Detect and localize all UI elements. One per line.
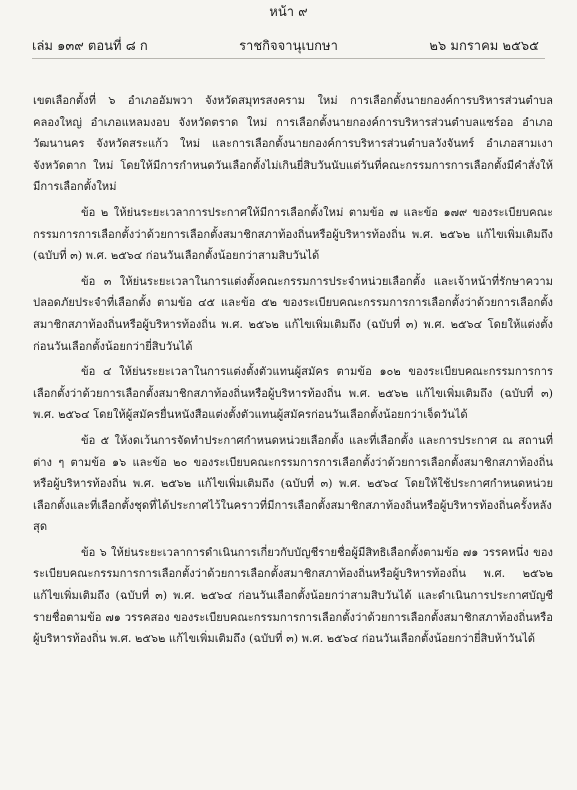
- paragraph-clause-5: ข้อ ๕ ให้งดเว้นการจัดทำประกาศกำหนดหน่วยเลือกตั้ง และที่เลือกตั้ง และการประกาศ ณ สถานที่ต่าง ๆ ตามข้อ ๑๖ และข้อ ๒๐ ของระเบียบคณะกรรมการการเลือกตั้งว่าด้วยการเลือกตั้งสมาชิกสภาท้องถิ่นหรือผู้บริหารท้องถิ่น พ.ศ. ๒๕๖๒ แก้ไขเพิ่มเติมถึง (ฉบับที่ ๓) พ.ศ. ๒๕๖๔ โดยให้ใช้ประกาศกำหนดหน่วยเลือกตั้งและที่เลือกตั้งชุดที่ได้ประกาศไว้ในคราวที่มีการเลือกตั้งสมาชิกสภาท้องถิ่นหรือผู้บริหารท้องถิ่นครั้งหลังสุด: [33, 433, 553, 534]
- paragraph-continuation: เขตเลือกตั้งที่ ๖ อำเภออัมพวา จังหวัดสมุทรสงคราม ใหม่ การเลือกตั้งนายกองค์การบริหารส่วนตำบลคลองใหญ่ อำเภอแหลมงอบ จังหวัดตราด ใหม่ การเลือกตั้งนายกองค์การบริหารส่วนตำบลแซร์ออ อำเภอวัฒนานคร จังหวัดสระแก้ว ใหม่ และการเลือกตั้งนายกองค์การบริหารส่วนตำบลวังจันทร์ อำเภอสามเงา จังหวัดตาก ใหม่ โดยให้มีการกำหนดวันเลือกตั้งไม่เกินยี่สิบวันนับแต่วันที่คณะกรรมการการเลือกตั้งมีคำสั่งให้มีการเลือกตั้งใหม่: [33, 94, 553, 194]
- page-number: หน้า ๙: [269, 5, 308, 20]
- paragraph-clause-3: ข้อ ๓ ให้ย่นระยะเวลาในการแต่งตั้งคณะกรรมการประจำหน่วยเลือกตั้ง และเจ้าหน้าที่รักษาความปลอดภัยประจำที่เลือกตั้ง ตามข้อ ๔๕ และข้อ ๕๒ ของระเบียบคณะกรรมการการเลือกตั้งว่าด้วยการเลือกตั้งสมาชิกสภาท้องถิ่นหรือผู้บริหารท้องถิ่น พ.ศ. ๒๕๖๒ แก้ไขเพิ่มเติมถึง (ฉบับที่ ๓) พ.ศ. ๒๕๖๔ โดยให้แต่งตั้งก่อนวันเลือกตั้งน้อยกว่ายี่สิบวันได้: [33, 274, 553, 353]
- gazette-title: ราชกิจจานุเบกษา: [239, 39, 338, 54]
- header-divider: [32, 58, 545, 59]
- volume-issue: เล่ม ๑๓๙ ตอนที่ ๘ ก: [32, 39, 148, 54]
- paragraph-clause-6: ข้อ ๖ ให้ย่นระยะเวลาการดำเนินการเกี่ยวกับบัญชีรายชื่อผู้มีสิทธิเลือกตั้งตามข้อ ๗๑ วรรคหนึ่ง ของระเบียบคณะกรรมการการเลือกตั้งว่าด้วยการเลือกตั้งสมาชิกสภาท้องถิ่นหรือผู้บริหารท้องถิ่น พ.ศ. ๒๕๖๒ แก้ไขเพิ่มเติมถึง (ฉบับที่ ๓) พ.ศ. ๒๕๖๔ ก่อนวันเลือกตั้งน้อยกว่าสามสิบวันได้ และดำเนินการประกาศบัญชีรายชื่อตามข้อ ๗๑ วรรคสอง ของระเบียบคณะกรรมการการเลือกตั้งว่าด้วยการเลือกตั้งสมาชิกสภาท้องถิ่นหรือผู้บริหารท้องถิ่น พ.ศ. ๒๕๖๒ แก้ไขเพิ่มเติมถึง (ฉบับที่ ๓) พ.ศ. ๒๕๖๔ ก่อนวันเลือกตั้งน้อยกว่ายี่สิบห้าวันได้: [33, 545, 553, 646]
- document-body: [33, 90, 553, 654]
- paragraph-clause-4: ข้อ ๔ ให้ย่นระยะเวลาในการแต่งตั้งตัวแทนผู้สมัคร ตามข้อ ๑๐๒ ของระเบียบคณะกรรมการการเลือกตั้งว่าด้วยการเลือกตั้งสมาชิกสภาท้องถิ่นหรือผู้บริหารท้องถิ่น พ.ศ. ๒๕๖๒ แก้ไขเพิ่มเติมถึง (ฉบับที่ ๓) พ.ศ. ๒๕๖๔ โดยให้ผู้สมัครยื่นหนังสือแต่งตั้งตัวแทนผู้สมัครก่อนวันเลือกตั้งน้อยกว่าเจ็ดวันได้: [33, 365, 553, 422]
- paragraph-clause-2: ข้อ ๒ ให้ย่นระยะเวลาการประกาศให้มีการเลือกตั้งใหม่ ตามข้อ ๗ และข้อ ๑๗๙ ของระเบียบคณะกรรมการการเลือกตั้งว่าด้วยการเลือกตั้งสมาชิกสภาท้องถิ่นหรือผู้บริหารท้องถิ่น พ.ศ. ๒๕๖๒ แก้ไขเพิ่มเติมถึง (ฉบับที่ ๓) พ.ศ. ๒๕๖๔ ก่อนวันเลือกตั้งน้อยกว่าสามสิบวันได้: [33, 205, 553, 263]
- publication-date: ๒๖ มกราคม ๒๕๖๕: [429, 39, 539, 54]
